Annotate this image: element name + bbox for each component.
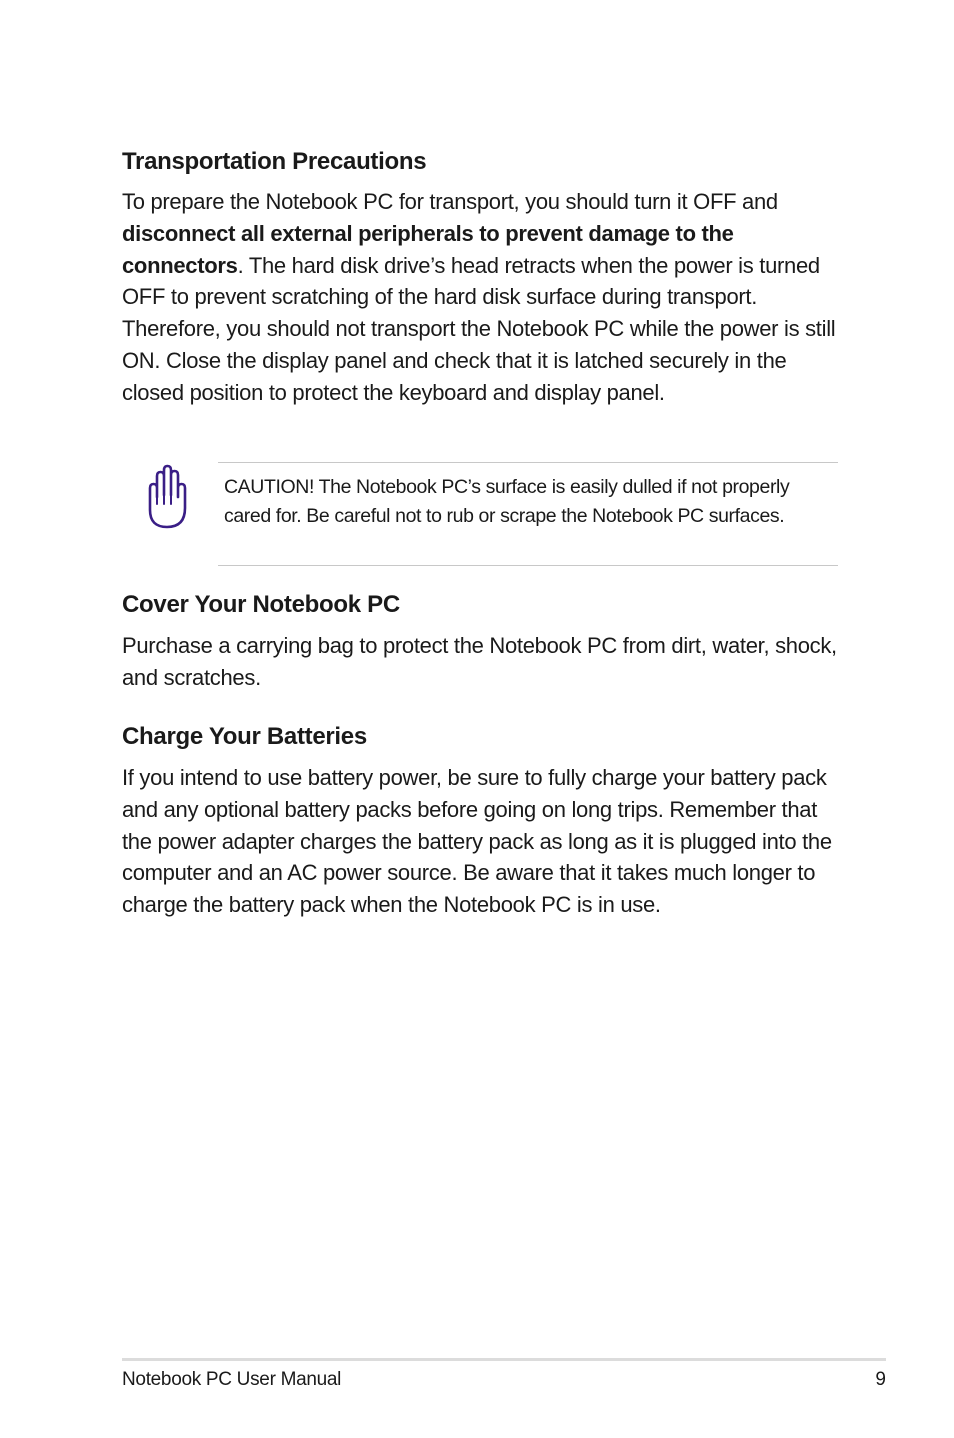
cover-your-notebook-heading: Cover Your Notebook PC [122, 591, 400, 618]
page-number: 9 [875, 1369, 886, 1390]
footer-rule [122, 1358, 886, 1361]
transportation-precautions-heading: Transportation Precautions [122, 148, 427, 175]
caution-text: CAUTION! The Notebook PC’s surface is easily dulled if not properly cared for. Be careful not to rub or scrape the Notebook PC surfaces. [224, 476, 790, 527]
batteries-paragraph: If you intend to use battery power, be sure to fully charge your battery pack and any optional battery packs before going on long trips. Remember that the power adapter charges the battery pack as long as it is plugged into the computer and an AC power source. Be aware that it takes much longer to charge the battery pack when the Notebook PC is in use. [122, 765, 832, 918]
charge-your-batteries-heading: Charge Your Batteries [122, 723, 367, 750]
transportation-text-bold: disconnect all external peripherals to prevent damage to the connectors [122, 220, 734, 278]
footer-title: Notebook PC User Manual [122, 1369, 342, 1390]
transportation-text-end: . The hard disk drive’s head retracts when the power is turned OFF to prevent scratching of the hard disk surface during transport. Therefore, you should not transport the Notebook PC while the power is still ON. Close the display panel and check that it is latched securely in the closed position to protect the keyboard and display panel. [122, 252, 836, 405]
caution-note [218, 462, 838, 566]
raised-hand-icon [140, 464, 188, 530]
transportation-text-start: To prepare the Notebook PC for transport, you should turn it OFF and [122, 189, 778, 214]
cover-paragraph: Purchase a carrying bag to protect the Notebook PC from dirt, water, shock, and scratches. [122, 633, 837, 690]
transportation-paragraph [122, 186, 842, 409]
